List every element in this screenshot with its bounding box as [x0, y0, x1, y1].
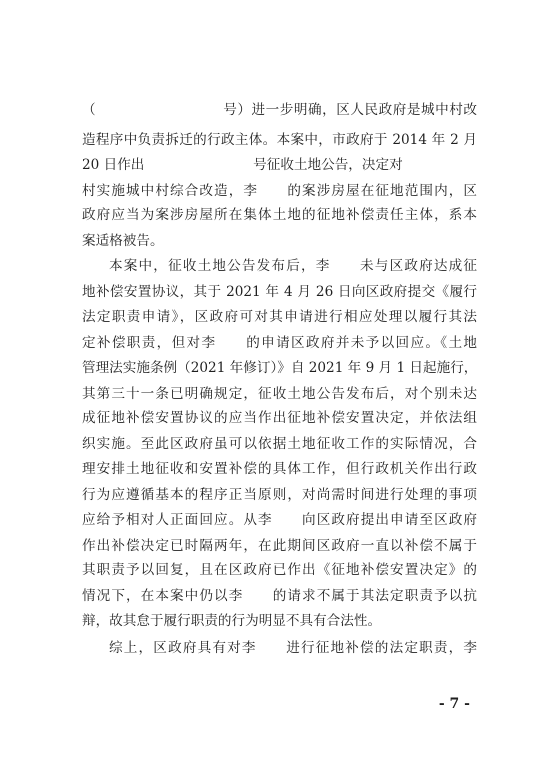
text-line: 辩，故其怠于履行职责的行为明显不具有合法性。	[82, 613, 382, 629]
text-line: 情况下，在本案中仍以李 的请求不属于其法定职责予以抗	[82, 588, 477, 604]
text-line: 综上，区政府具有对李 进行征地补偿的法定职责，李	[109, 640, 477, 656]
text-line: 织实施。至此区政府虽可以依据土地征收工作的实际情况，合	[82, 436, 477, 452]
text-line: 其职责予以回复，且在区政府已作出《征地补偿安置决定》的	[82, 562, 477, 578]
text-line: 作出补偿决定已时隔两年，在此期间区政府一直以补偿不属于	[82, 538, 477, 554]
text-line: （ 号）进一步明确，区人民政府是城中村改	[82, 102, 477, 118]
text-line: 定补偿职责，但对李 的申请区政府并未予以回应。《土地	[82, 335, 477, 351]
text-line: 理安排土地征收和安置补偿的具体工作，但行政机关作出行政	[82, 461, 477, 477]
text-line: 成征地补偿安置协议的应当作出征地补偿安置决定，并依法组	[82, 410, 477, 426]
text-line: 案适格被告。	[82, 233, 164, 249]
text-line: 地补偿安置协议，其于 2021 年 4 月 26 日向区政府提交《履行	[82, 284, 477, 300]
text-line: 行为应遵循基本的程序正当原则，对尚需时间进行处理的事项	[82, 487, 477, 503]
page-number: - 7 -	[438, 696, 470, 712]
text-line: 其第三十一条已明确规定，征收土地公告发布后，对个别未达	[82, 386, 477, 402]
text-line: 20 日作出 号征收土地公告，决定对	[82, 157, 403, 173]
text-line: 政府应当为案涉房屋所在集体土地的征地补偿责任主体，系本	[82, 207, 477, 223]
text-line: 本案中，征收土地公告发布后，李 未与区政府达成征	[109, 258, 477, 274]
text-line: 法定职责申请》，区政府可对其申请进行相应处理以履行其法	[82, 309, 477, 325]
text-line: 村实施城中村综合改造，李 的案涉房屋在征地范围内，区	[82, 183, 477, 199]
text-line: 应给予相对人正面回应。从李 向区政府提出申请至区政府	[82, 512, 477, 528]
text-line: 管理法实施条例（2021 年修订）》自 2021 年 9 月 1 日起施行，	[82, 360, 477, 376]
text-line: 造程序中负责拆迁的行政主体。本案中，市政府于 2014 年 2 月	[82, 132, 477, 148]
